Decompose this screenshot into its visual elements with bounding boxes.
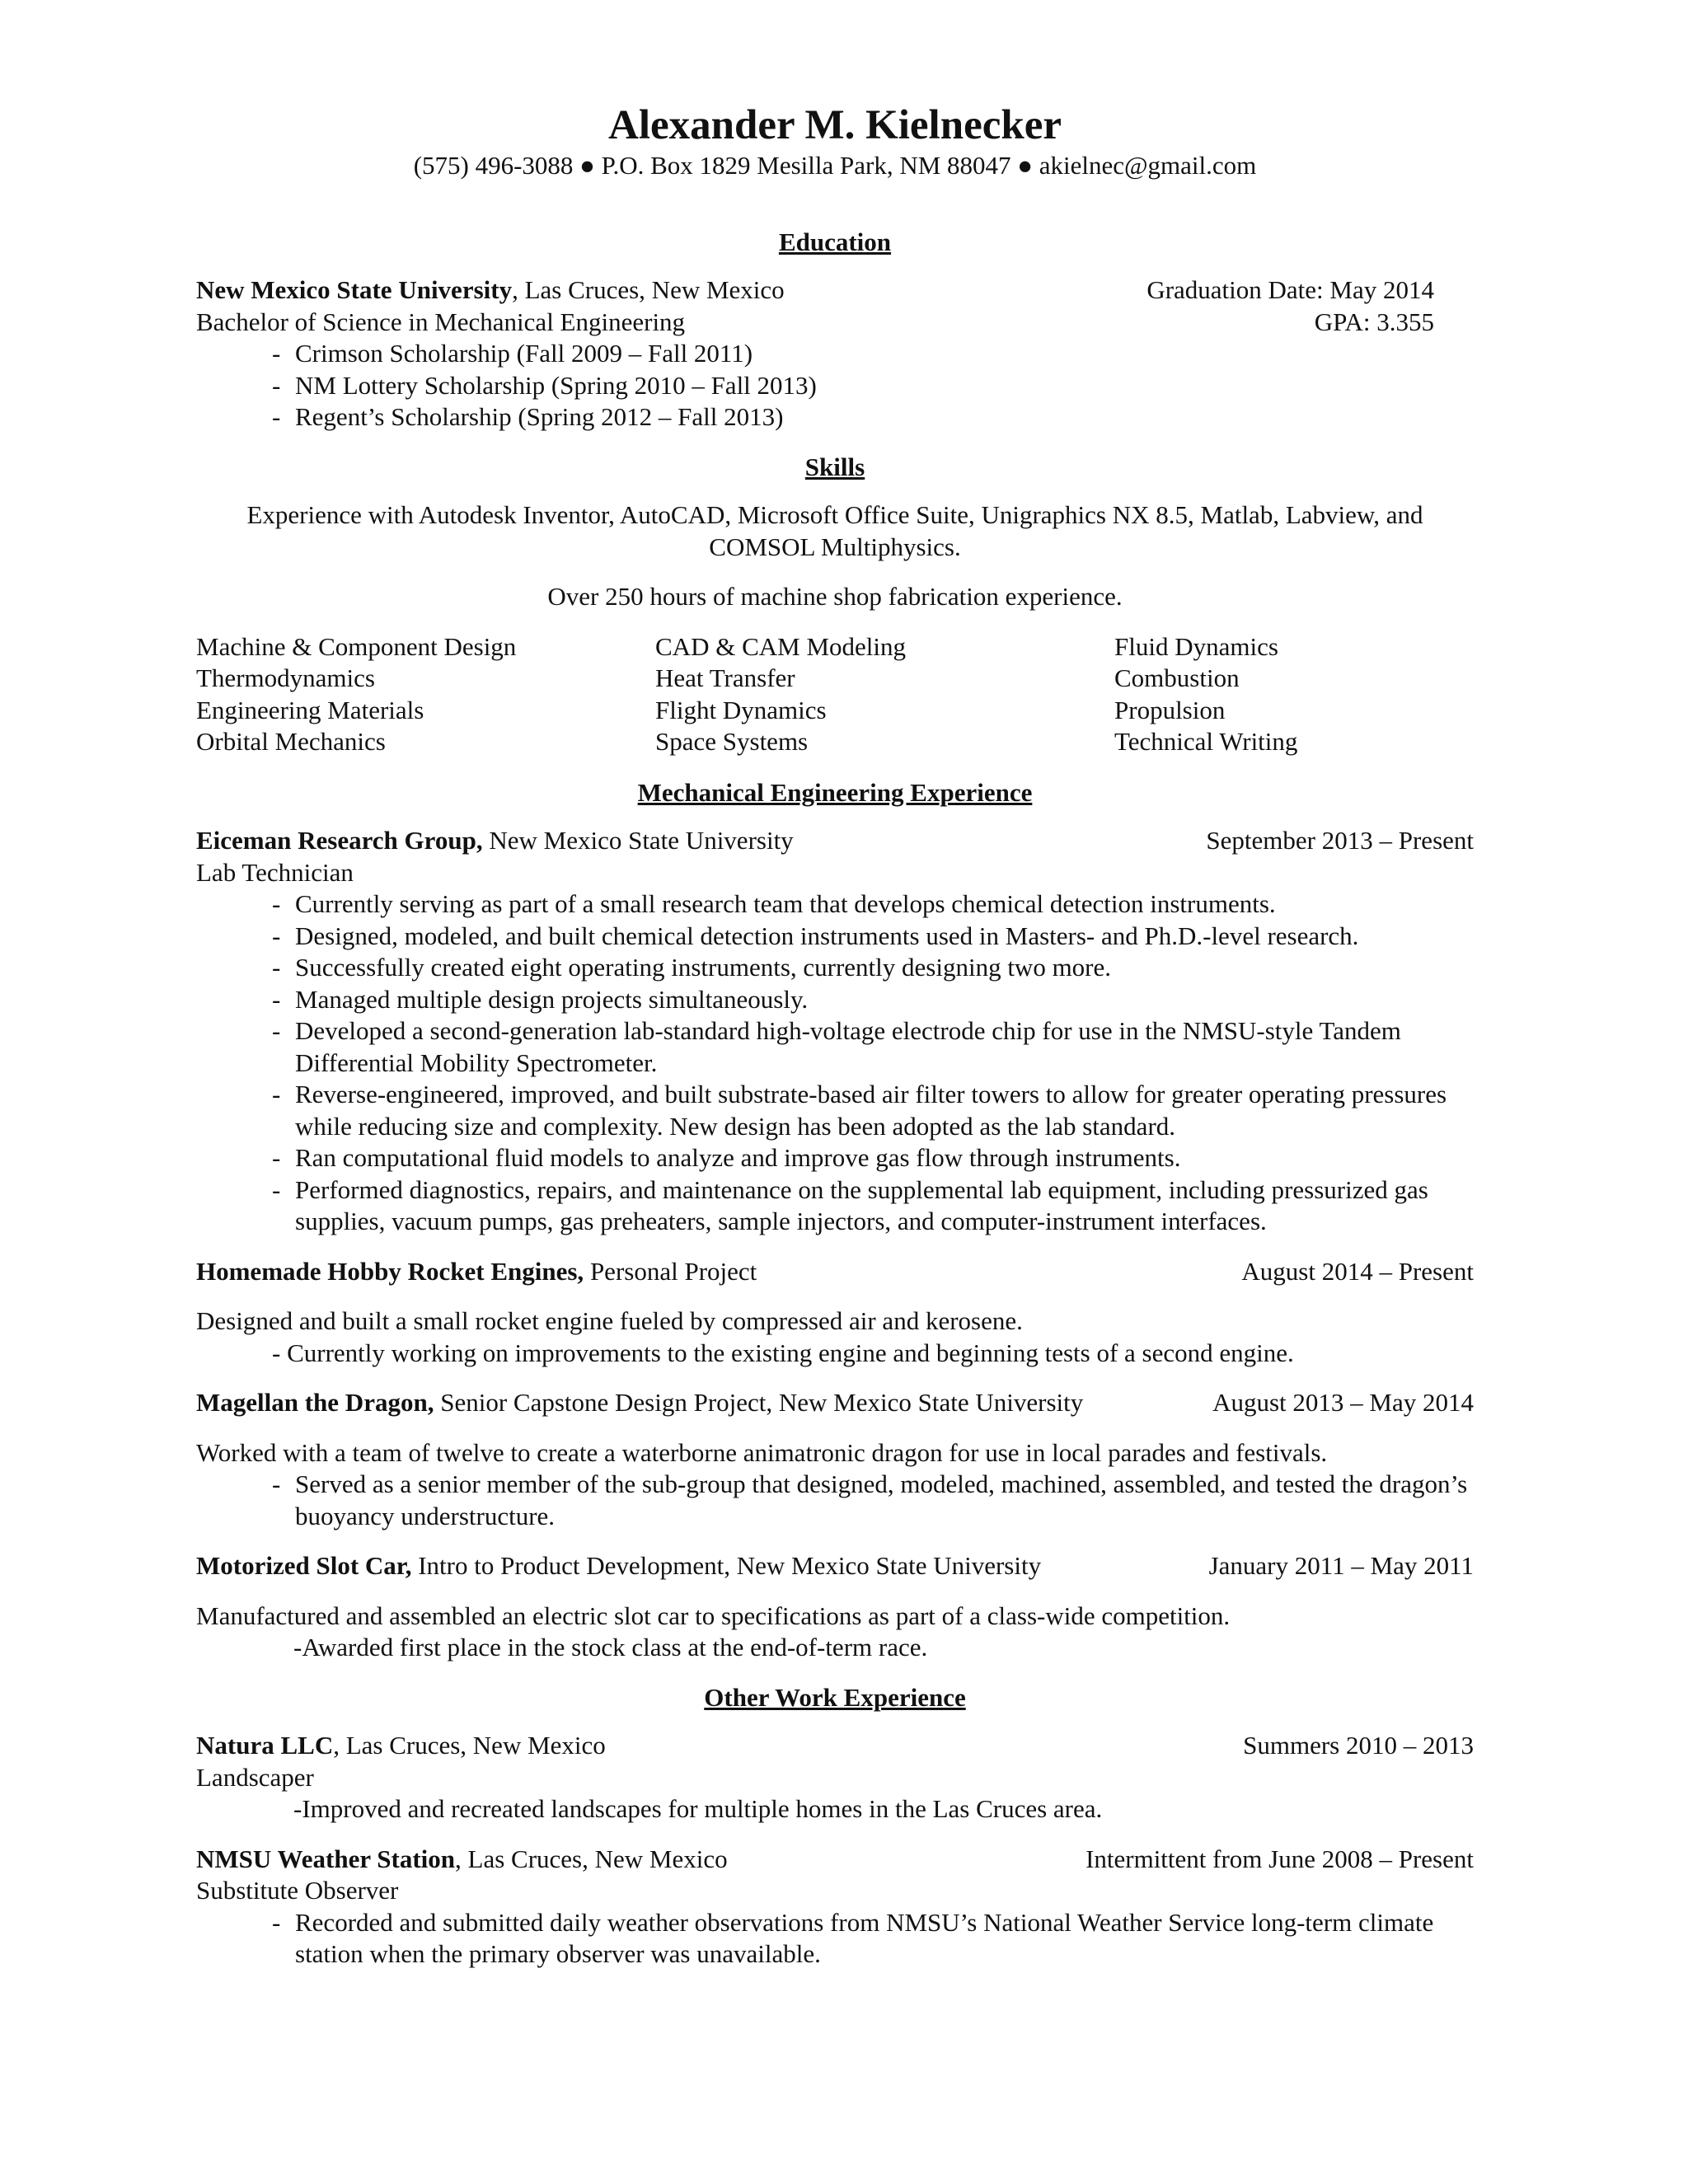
list-item: - Designed, modeled, and built chemical detection instruments used in Masters- and Ph.D.-level research. [272,921,1474,953]
list-item: - Performed diagnostics, repairs, and maintenance on the supplemental lab equipment, including pressurized gas supplies, vacuum pumps, gas preheaters, sample injectors, and computer-instrument interfaces. [272,1174,1474,1238]
job-place: New Mexico State University [482,826,794,855]
list-item: - Developed a second-generation lab-standard high-voltage electrode chip for use in the NMSU-style Tandem Differential Mobility Spectrometer. [272,1015,1474,1079]
job-title-line [196,1844,728,1876]
skill-item: Propulsion [1114,695,1226,724]
skills-heading: Skills [804,452,865,481]
job-description: Designed and built a small rocket engine fueled by compressed air and kerosene. [196,1306,1023,1335]
job-detail: -Awarded first place in the stock class at the end-of-term race. [293,1633,928,1661]
list-item: - Reverse-engineered, improved, and built substrate-based air filter towers to allow for greater operating pressures while reducing size and complexity. New design has been adopted as the lab standard. [272,1079,1474,1142]
job-dates: Intermittent from June 2008 – Present [1085,1844,1474,1873]
job-header-row [196,1256,1474,1288]
job-title-line [196,825,794,857]
job-title-line [196,1387,1083,1419]
job-description: Worked with a team of twelve to create a waterborne animatronic dragon for use in local parades and festivals. [196,1437,1328,1467]
job-bullet-list [196,888,1474,1238]
job-header-row [196,1550,1474,1582]
list-item: - NM Lottery Scholarship (Spring 2010 – Fall 2013) [272,370,1434,402]
education-section [196,274,1434,434]
skill-item: Engineering Materials [196,695,424,724]
job-header-row [196,1387,1474,1419]
job-role: Substitute Observer [196,1876,399,1905]
job-org: Natura LLC [196,1731,334,1760]
job-bullet-list [196,1469,1474,1532]
job-bullet-list [196,1907,1474,1971]
job-place: Senior Capstone Design Project, New Mexico State University [434,1388,1084,1417]
job-place: Personal Project [584,1256,757,1286]
job-org: Eiceman Research Group, [196,826,483,855]
job-dragon [196,1387,1474,1532]
software-skills-line-1: Experience with Autodesk Inventor, AutoCAD, Microsoft Office Suite, Unigraphics NX 8.5, Matlab, Labview, and [246,500,1423,529]
job-org: Homemade Hobby Rocket Engines, [196,1256,584,1286]
job-title-line [196,1730,606,1762]
education-school-line [196,274,785,307]
job-weather-station [196,1844,1474,1971]
machine-shop-line: Over 250 hours of machine shop fabrication experience. [547,582,1123,611]
job-role: Landscaper [196,1762,314,1792]
skill-item: Fluid Dynamics [1114,631,1278,661]
skill-item: Space Systems [655,727,809,756]
list-item: - Currently serving as part of a small research team that develops chemical detection instruments. [272,888,1474,921]
job-header-row [196,1730,1474,1762]
job-dates: August 2013 – May 2014 [1212,1388,1474,1417]
job-dates: January 2011 – May 2011 [1208,1551,1474,1580]
skill-item: Flight Dynamics [655,695,827,724]
education-degree-row [196,307,1434,339]
skill-item: Combustion [1114,663,1240,692]
job-place: , Las Cruces, New Mexico [333,1731,606,1760]
skills-section [196,499,1474,758]
skill-item: Technical Writing [1114,727,1298,756]
job-natura [196,1730,1474,1825]
education-heading: Education [778,227,892,256]
degree: Bachelor of Science in Mechanical Engineering [196,307,686,336]
job-rocket [196,1256,1474,1370]
job-dates: Summers 2010 – 2013 [1243,1731,1474,1760]
resume-content [196,101,1474,1971]
job-description: Manufactured and assembled an electric slot car to specifications as part of a class-wide competition. [196,1601,1231,1630]
job-detail: - Currently working on improvements to the existing engine and beginning tests of a second engine. [272,1338,1294,1367]
job-org: NMSU Weather Station [196,1844,456,1873]
school-name: New Mexico State University [196,275,513,304]
software-skills-line-2: COMSOL Multiphysics. [709,532,961,561]
gpa: GPA: 3.355 [1314,307,1434,336]
job-org: Motorized Slot Car, [196,1551,412,1580]
skill-item: Orbital Mechanics [196,727,386,756]
list-item: - Regent’s Scholarship (Spring 2012 – Fall 2013) [272,401,1434,434]
education-school-row [196,274,1434,307]
job-place: Intro to Product Development, New Mexico State University [411,1551,1042,1580]
me-experience-heading: Mechanical Engineering Experience [637,777,1033,807]
job-role: Lab Technician [196,857,354,887]
skill-item: Machine & Component Design [196,631,517,661]
skill-item: Thermodynamics [196,663,375,692]
school-location: , Las Cruces, New Mexico [512,275,785,304]
skills-grid [196,631,1474,758]
other-experience-heading: Other Work Experience [704,1682,966,1712]
list-item: - Recorded and submitted daily weather observations from NMSU’s National Weather Service long-term climate station when the primary observer was unavailable. [272,1907,1474,1971]
job-title-line [196,1256,757,1288]
job-header-row [196,1844,1474,1876]
candidate-name: Alexander M. Kielnecker [607,102,1062,148]
skill-item: CAD & CAM Modeling [655,631,906,661]
job-dates: August 2014 – Present [1241,1256,1474,1286]
job-eiceman [196,825,1474,1238]
job-place: , Las Cruces, New Mexico [455,1844,728,1873]
list-item: - Managed multiple design projects simultaneously. [272,984,1474,1016]
job-dates: September 2013 – Present [1206,826,1474,855]
job-org: Magellan the Dragon, [196,1388,434,1417]
scholarship-list [196,338,1434,434]
skill-item: Heat Transfer [655,663,795,692]
list-item: - Ran computational fluid models to analyze and improve gas flow through instruments. [272,1142,1474,1174]
job-detail: -Improved and recreated landscapes for multiple homes in the Las Cruces area. [293,1794,1103,1823]
job-header-row [196,825,1474,857]
contact-line: (575) 496-3088 ● P.O. Box 1829 Mesilla Park, NM 88047 ● akielnec@gmail.com [413,151,1257,180]
job-title-line [196,1550,1041,1582]
list-item: - Successfully created eight operating instruments, currently designing two more. [272,952,1474,984]
job-slotcar [196,1550,1474,1664]
list-item: - Served as a senior member of the sub-group that designed, modeled, machined, assembled, and tested the dragon’s buoyancy understructure. [272,1469,1474,1532]
list-item: - Crimson Scholarship (Fall 2009 – Fall 2011) [272,338,1434,370]
graduation-date: Graduation Date: May 2014 [1146,275,1434,304]
